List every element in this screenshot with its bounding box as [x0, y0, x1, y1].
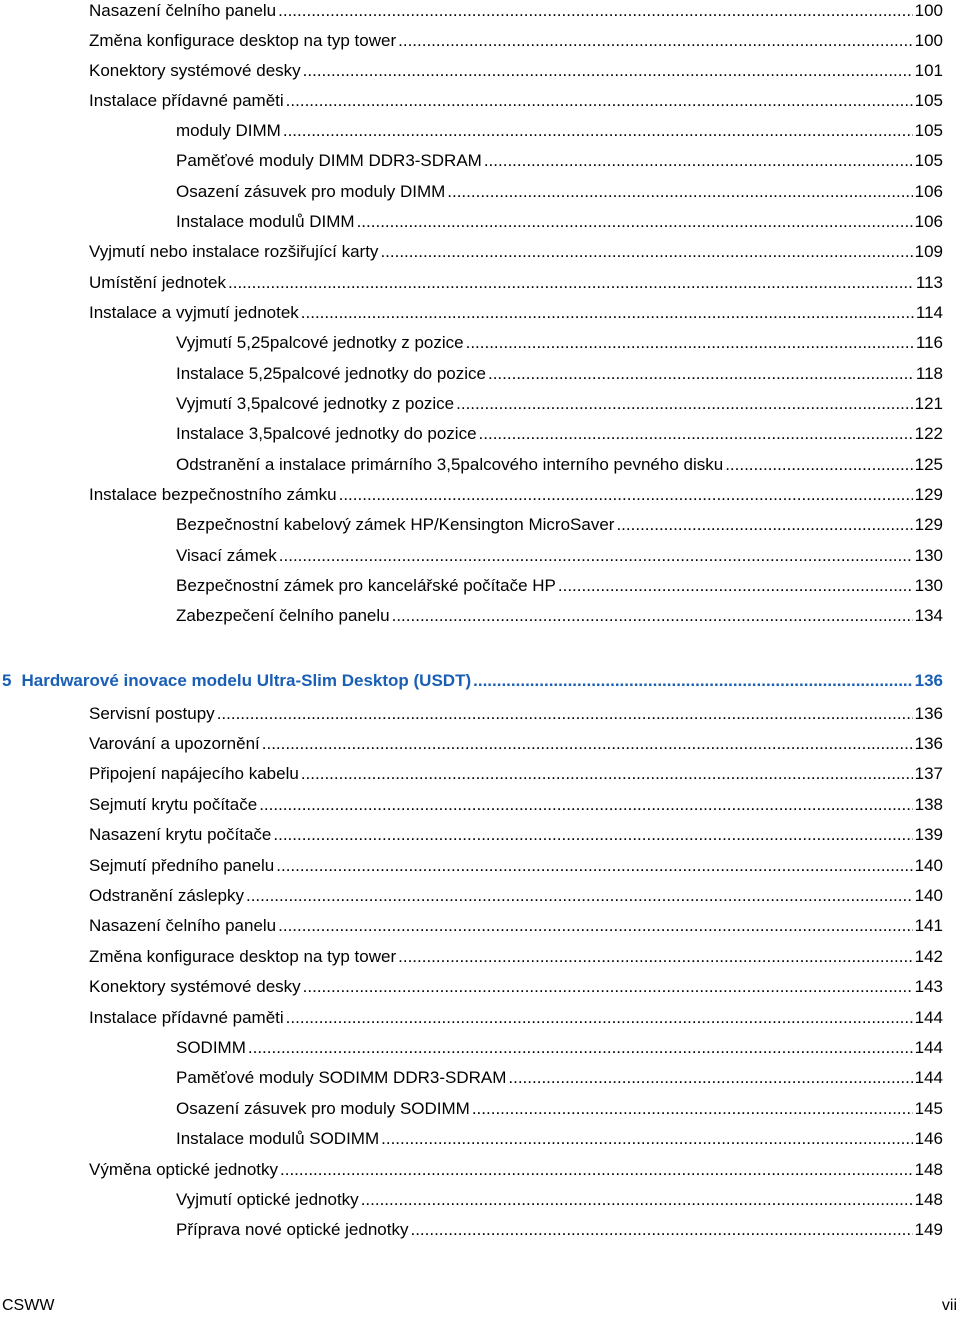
chapter-title: Hardwarové inovace modelu Ultra-Slim Desktop (USDT) [21, 671, 472, 690]
toc-entry-page: 121 [914, 394, 943, 413]
dot-leader [248, 1037, 913, 1059]
toc-entry-page: 142 [914, 947, 943, 966]
dot-leader [479, 423, 913, 445]
dot-leader [228, 272, 914, 294]
chapter-number: 5 [2, 671, 12, 690]
dot-leader [380, 241, 912, 263]
chapter-heading[interactable] [2, 670, 943, 692]
toc-entry-title: Vyjmutí nebo instalace rozšiřující karty [89, 242, 379, 261]
toc-entry[interactable] [89, 763, 943, 785]
toc-subentry[interactable] [176, 1128, 943, 1150]
toc-entry-page: 134 [914, 606, 943, 625]
dot-leader [246, 885, 913, 907]
toc-entry-page: 129 [914, 515, 943, 534]
dot-leader [508, 1067, 912, 1089]
dot-leader [466, 332, 914, 354]
toc-entry-title: Bezpečnostní zámek pro kancelářské počítače HP [176, 576, 556, 595]
dot-leader [276, 855, 912, 877]
toc-subentry[interactable] [176, 363, 943, 385]
chapter-page: 136 [914, 671, 943, 690]
toc-entry-title: moduly DIMM [176, 121, 281, 140]
toc-entry[interactable] [89, 824, 943, 846]
toc-entry-title: Instalace 3,5palcové jednotky do pozice [176, 424, 477, 443]
toc-subentry[interactable] [176, 332, 943, 354]
dot-leader [259, 794, 912, 816]
toc-subentry[interactable] [176, 1189, 943, 1211]
toc-subentry[interactable] [176, 393, 943, 415]
toc-subentry[interactable] [176, 211, 943, 233]
toc-entry-page: 106 [914, 182, 943, 201]
dot-leader [339, 484, 913, 506]
toc-entry-title: Příprava nové optické jednotky [176, 1220, 409, 1239]
toc-entry-page: 143 [914, 977, 943, 996]
toc-entry-title: Nasazení čelního panelu [89, 1, 277, 20]
toc-entry[interactable] [89, 90, 943, 112]
dot-leader [398, 946, 913, 968]
toc-entry[interactable] [89, 302, 943, 324]
toc-subentry[interactable] [176, 423, 943, 445]
toc-entry-page: 140 [914, 856, 943, 875]
toc-entry-page: 146 [914, 1129, 943, 1148]
toc-entry-page: 130 [914, 576, 943, 595]
toc-entry-page: 144 [914, 1038, 943, 1057]
toc-entry-page: 106 [914, 212, 943, 231]
toc-entry[interactable] [89, 60, 943, 82]
dot-leader [472, 1098, 913, 1120]
toc-entry-page: 139 [914, 825, 943, 844]
toc-entry-title: Visací zámek [176, 546, 277, 565]
dot-leader [278, 0, 912, 22]
toc-entry-title: Umístění jednotek [89, 273, 227, 292]
toc-entry-title: Nasazení krytu počítače [89, 825, 272, 844]
toc-entry[interactable] [89, 484, 943, 506]
dot-leader [286, 90, 913, 112]
toc-entry-title: Připojení napájecího kabelu [89, 764, 299, 783]
toc-entry-title: SODIMM [176, 1038, 246, 1057]
dot-leader [286, 1007, 913, 1029]
toc-entry-title: Paměťové moduly DIMM DDR3-SDRAM [176, 151, 482, 170]
toc-entry-title: Vyjmutí 5,25palcové jednotky z pozice [176, 333, 464, 352]
dot-leader [301, 302, 914, 324]
dot-leader [473, 670, 913, 692]
toc-entry[interactable] [89, 241, 943, 263]
toc-entry-page: 136 [914, 734, 943, 753]
toc-entry-title: Osazení zásuvek pro moduly SODIMM [176, 1099, 470, 1118]
dot-leader [410, 1219, 912, 1241]
toc-entry-page: 101 [914, 61, 943, 80]
toc-entry-title: Sejmutí krytu počítače [89, 795, 258, 814]
toc-entry-title: Vyjmutí optické jednotky [176, 1190, 359, 1209]
toc-entry-page: 149 [914, 1220, 943, 1239]
dot-leader [273, 824, 912, 846]
dot-leader [558, 575, 913, 597]
toc-entry-page: 125 [914, 455, 943, 474]
toc-entry-page: 129 [914, 485, 943, 504]
toc-entry-page: 122 [914, 424, 943, 443]
toc-entry-title: Instalace modulů DIMM [176, 212, 355, 231]
toc-entry-page: 114 [915, 303, 943, 322]
toc-subentry[interactable] [176, 120, 943, 142]
toc-entry-title: Bezpečnostní kabelový zámek HP/Kensington MicroSaver [176, 515, 615, 534]
toc-entry-page: 148 [914, 1160, 943, 1179]
toc-entry-title: Servisní postupy [89, 704, 215, 723]
toc-entry[interactable] [89, 794, 943, 816]
toc-entry-title: Nasazení čelního panelu [89, 916, 277, 935]
toc-entry-page: 105 [914, 151, 943, 170]
dot-leader [488, 363, 914, 385]
toc-entry-title: Instalace modulů SODIMM [176, 1129, 380, 1148]
toc-entry[interactable] [89, 915, 943, 937]
dot-leader [279, 545, 913, 567]
toc-entry-title: Odstranění záslepky [89, 886, 244, 905]
dot-leader [616, 514, 912, 536]
dot-leader [447, 181, 912, 203]
toc-entry-title: Odstranění a instalace primárního 3,5palcového interního pevného disku [176, 455, 724, 474]
toc-entry-title: Zabezpečení čelního panelu [176, 606, 390, 625]
dot-leader [280, 1159, 913, 1181]
dot-leader [303, 60, 913, 82]
dot-leader [262, 733, 913, 755]
dot-leader [301, 763, 913, 785]
toc-entry-title: Instalace přídavné paměti [89, 91, 284, 110]
toc-entry-title: Sejmutí předního panelu [89, 856, 275, 875]
toc-entry-title: Vyjmutí 3,5palcové jednotky z pozice [176, 394, 455, 413]
toc-entry-page: 136 [914, 704, 943, 723]
toc-entry[interactable] [89, 946, 943, 968]
toc-entry-title: Osazení zásuvek pro moduly DIMM [176, 182, 446, 201]
toc-entry[interactable] [89, 703, 943, 725]
toc-entry-page: 145 [914, 1099, 943, 1118]
dot-leader [303, 976, 913, 998]
dot-leader [456, 393, 912, 415]
toc-entry-page: 105 [914, 121, 943, 140]
toc-entry-title: Konektory systémové desky [89, 977, 301, 996]
toc-entry[interactable] [89, 855, 943, 877]
toc-entry-title: Konektory systémové desky [89, 61, 301, 80]
toc-subentry[interactable] [176, 605, 943, 627]
toc-subentry[interactable] [176, 1037, 943, 1059]
toc-entry-title: Výměna optické jednotky [89, 1160, 278, 1179]
toc-entry-page: 141 [914, 916, 943, 935]
toc-entry[interactable] [89, 30, 943, 52]
dot-leader [398, 30, 913, 52]
toc-entry-title: Paměťové moduly SODIMM DDR3-SDRAM [176, 1068, 507, 1087]
dot-leader [217, 703, 913, 725]
toc-entry[interactable] [89, 885, 943, 907]
dot-leader [278, 915, 912, 937]
toc-entry-page: 148 [914, 1190, 943, 1209]
toc-entry[interactable] [89, 272, 943, 294]
toc-subentry[interactable] [176, 545, 943, 567]
toc-entry-page: 137 [914, 764, 943, 783]
toc-entry-page: 144 [914, 1008, 943, 1027]
dot-leader [361, 1189, 913, 1211]
toc-entry-title: Varování a upozornění [89, 734, 260, 753]
toc-subentry[interactable] [176, 1098, 943, 1120]
toc-subentry[interactable] [176, 514, 943, 536]
toc-subentry[interactable] [176, 1067, 943, 1089]
toc-entry[interactable] [89, 1159, 943, 1181]
footer-left-label: CSWW [2, 1297, 55, 1314]
toc-entry-title: Instalace 5,25palcové jednotky do pozice [176, 364, 486, 383]
toc-entry-title: Změna konfigurace desktop na typ tower [89, 947, 397, 966]
toc-entry-page: 116 [915, 333, 943, 352]
toc-entry-page: 109 [914, 242, 943, 261]
toc-subentry[interactable] [176, 575, 943, 597]
toc-entry-page: 130 [914, 546, 943, 565]
toc-subentry[interactable] [176, 1219, 943, 1241]
dot-leader [381, 1128, 912, 1150]
dot-leader [725, 454, 912, 476]
toc-subentry[interactable] [176, 181, 943, 203]
toc-entry-page: 144 [914, 1068, 943, 1087]
toc-entry-page: 138 [914, 795, 943, 814]
toc-entry-page: 100 [914, 1, 943, 20]
toc-entry[interactable] [89, 0, 943, 22]
toc-entry[interactable] [89, 1007, 943, 1029]
dot-leader [392, 605, 913, 627]
toc-entry-page: 105 [914, 91, 943, 110]
toc-entry[interactable] [89, 976, 943, 998]
toc-entry-title: Instalace bezpečnostního zámku [89, 485, 337, 504]
toc-subentry[interactable] [176, 150, 943, 172]
toc-entry-page: 113 [915, 273, 943, 292]
toc-entry-page: 118 [915, 364, 943, 383]
toc-entry-page: 100 [914, 31, 943, 50]
toc-entry-page: 140 [914, 886, 943, 905]
page-number: vii [941, 1297, 957, 1314]
toc-entry-title: Instalace přídavné paměti [89, 1008, 284, 1027]
toc-entry[interactable] [89, 733, 943, 755]
toc-subentry[interactable] [176, 454, 943, 476]
dot-leader [357, 211, 913, 233]
dot-leader [484, 150, 913, 172]
toc-entry-title: Změna konfigurace desktop na typ tower [89, 31, 397, 50]
toc-entry-title: Instalace a vyjmutí jednotek [89, 303, 299, 322]
dot-leader [283, 120, 913, 142]
